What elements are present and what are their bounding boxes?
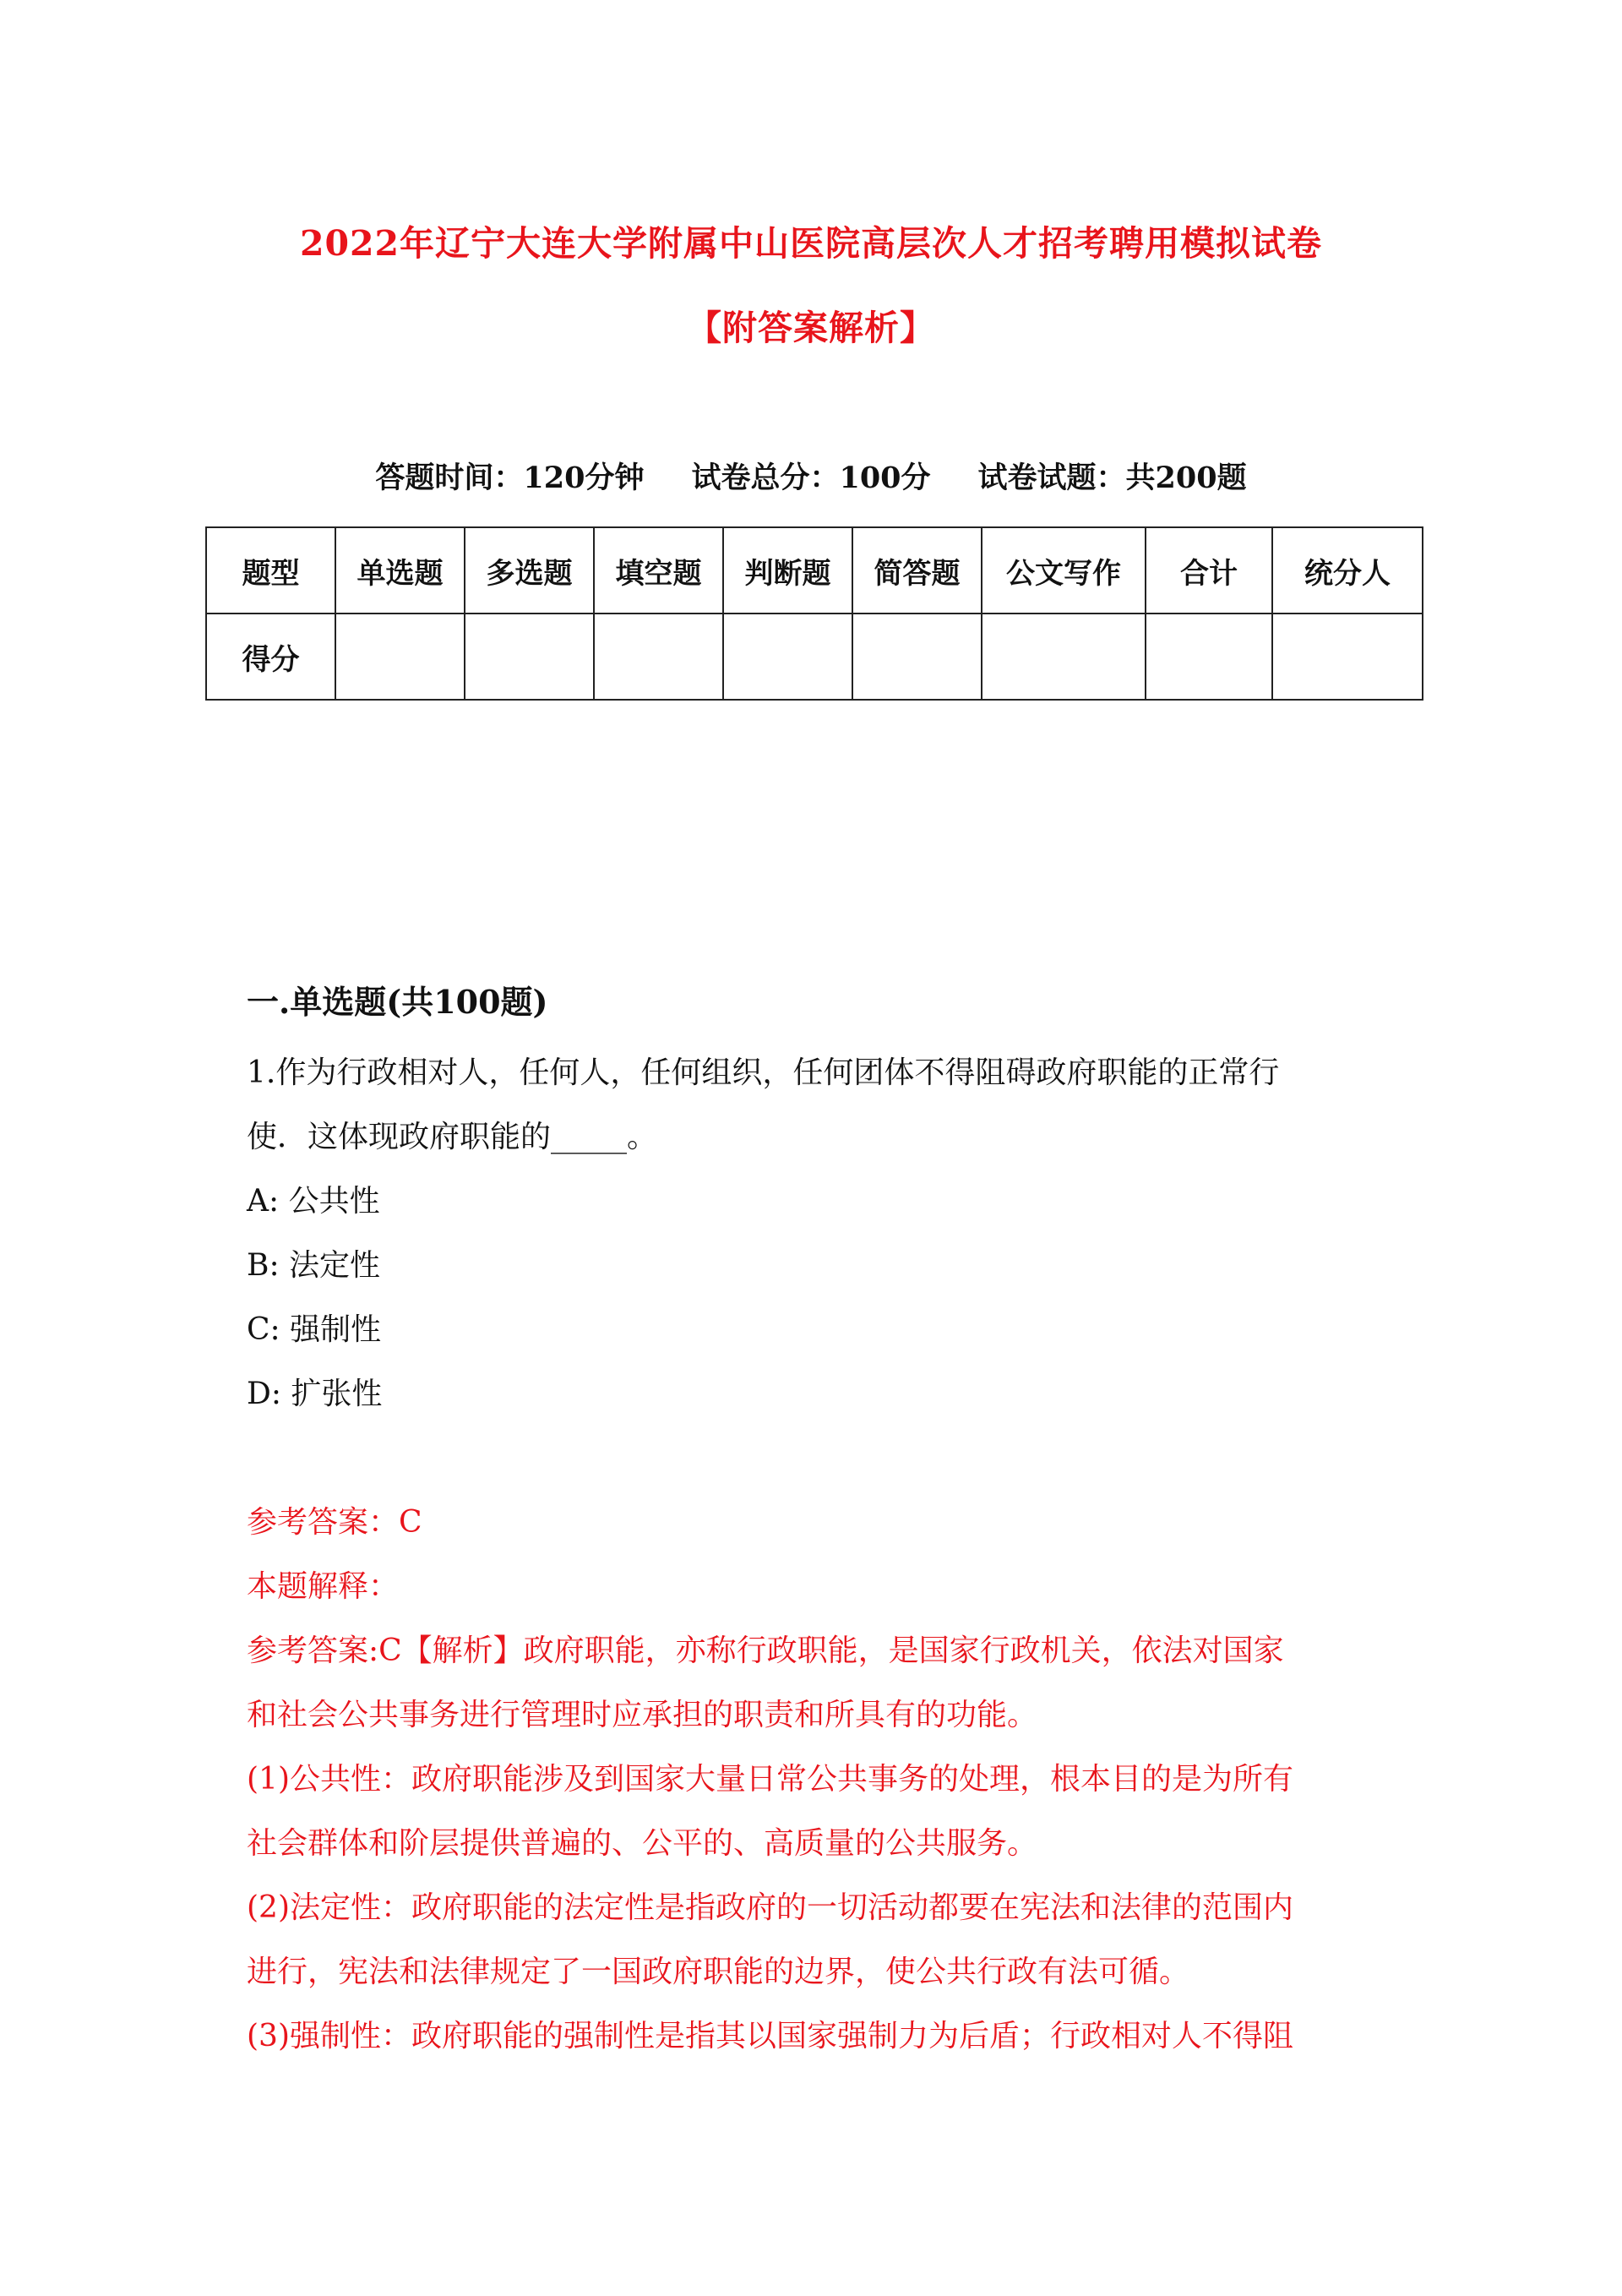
exam-info — [0, 455, 1622, 497]
explanation-line: (3)强制性：政府职能的强制性是指其以国家强制力为后盾；行政相对人不得阻 — [247, 2019, 1293, 2053]
exam-total-score: 试卷总分：100分 — [691, 461, 931, 495]
question-stem — [247, 1041, 1279, 1170]
section-heading: 一.单选题(共100题) — [247, 983, 548, 1021]
score-table-score-row — [206, 614, 1423, 700]
document-subtitle: 【附答案解析】 — [687, 308, 935, 348]
question-line: 1.作为行政相对人，任何人，任何组织，任何团体不得阻碍政府职能的正常行 — [247, 1055, 1280, 1090]
exam-question-count: 试卷试题：共200题 — [977, 461, 1247, 495]
header-cell-total: 合计 — [1146, 527, 1272, 614]
explanation-line: 社会群体和阶层提供普遍的、公平的、高质量的公共服务。 — [247, 1826, 1038, 1861]
explanation-line: 进行，宪法和法律规定了一国政府职能的边界，使公共行政有法可循。 — [247, 1955, 1190, 1989]
score-cell — [1146, 614, 1272, 700]
explanation-line: (2)法定性：政府职能的法定性是指政府的一切活动都要在宪法和法律的范围内 — [247, 1890, 1293, 1925]
option-c: C: 强制性 — [247, 1312, 382, 1347]
option-list — [247, 1170, 382, 1426]
option-d: D: 扩张性 — [247, 1377, 383, 1411]
explanation-text — [247, 1619, 1293, 2069]
document-title: 2022年辽宁大连大学附属中山医院高层次人才招考聘用模拟试卷 — [299, 223, 1323, 264]
header-cell-type: 题型 — [206, 527, 335, 614]
score-cell — [594, 614, 723, 700]
header-cell-single-choice: 单选题 — [335, 527, 465, 614]
header-cell-fill-blank: 填空题 — [594, 527, 723, 614]
score-row-label: 得分 — [206, 614, 335, 700]
option-b: B: 法定性 — [247, 1248, 381, 1283]
score-cell — [335, 614, 465, 700]
explanation-line: (1)公共性：政府职能涉及到国家大量日常公共事务的处理，根本目的是为所有 — [247, 1762, 1293, 1797]
score-cell — [852, 614, 982, 700]
header-cell-true-false: 判断题 — [723, 527, 852, 614]
explanation-label: 本题解释： — [247, 1569, 400, 1604]
answer-block — [247, 1491, 422, 1619]
score-cell — [1272, 614, 1423, 700]
explanation-line: 参考答案:C【解析】政府职能，亦称行政职能，是国家行政机关，依法对国家 — [247, 1633, 1284, 1668]
score-table — [205, 526, 1423, 701]
exam-time: 答题时间：120分钟 — [375, 461, 645, 495]
header-cell-short-answer: 简答题 — [852, 527, 982, 614]
header-cell-multiple-choice: 多选题 — [465, 527, 594, 614]
header-cell-scorer: 统分人 — [1272, 527, 1423, 614]
header-cell-official-writing: 公文写作 — [982, 527, 1146, 614]
score-cell — [982, 614, 1146, 700]
score-cell — [723, 614, 852, 700]
score-table-header-row — [206, 527, 1423, 614]
explanation-line: 和社会公共事务进行管理时应承担的职责和所具有的功能。 — [247, 1698, 1038, 1732]
score-cell — [465, 614, 594, 700]
question-line: 使．这体现政府职能的_____。 — [247, 1120, 658, 1154]
reference-answer: 参考答案：C — [247, 1505, 422, 1540]
option-a: A: 公共性 — [247, 1184, 380, 1219]
